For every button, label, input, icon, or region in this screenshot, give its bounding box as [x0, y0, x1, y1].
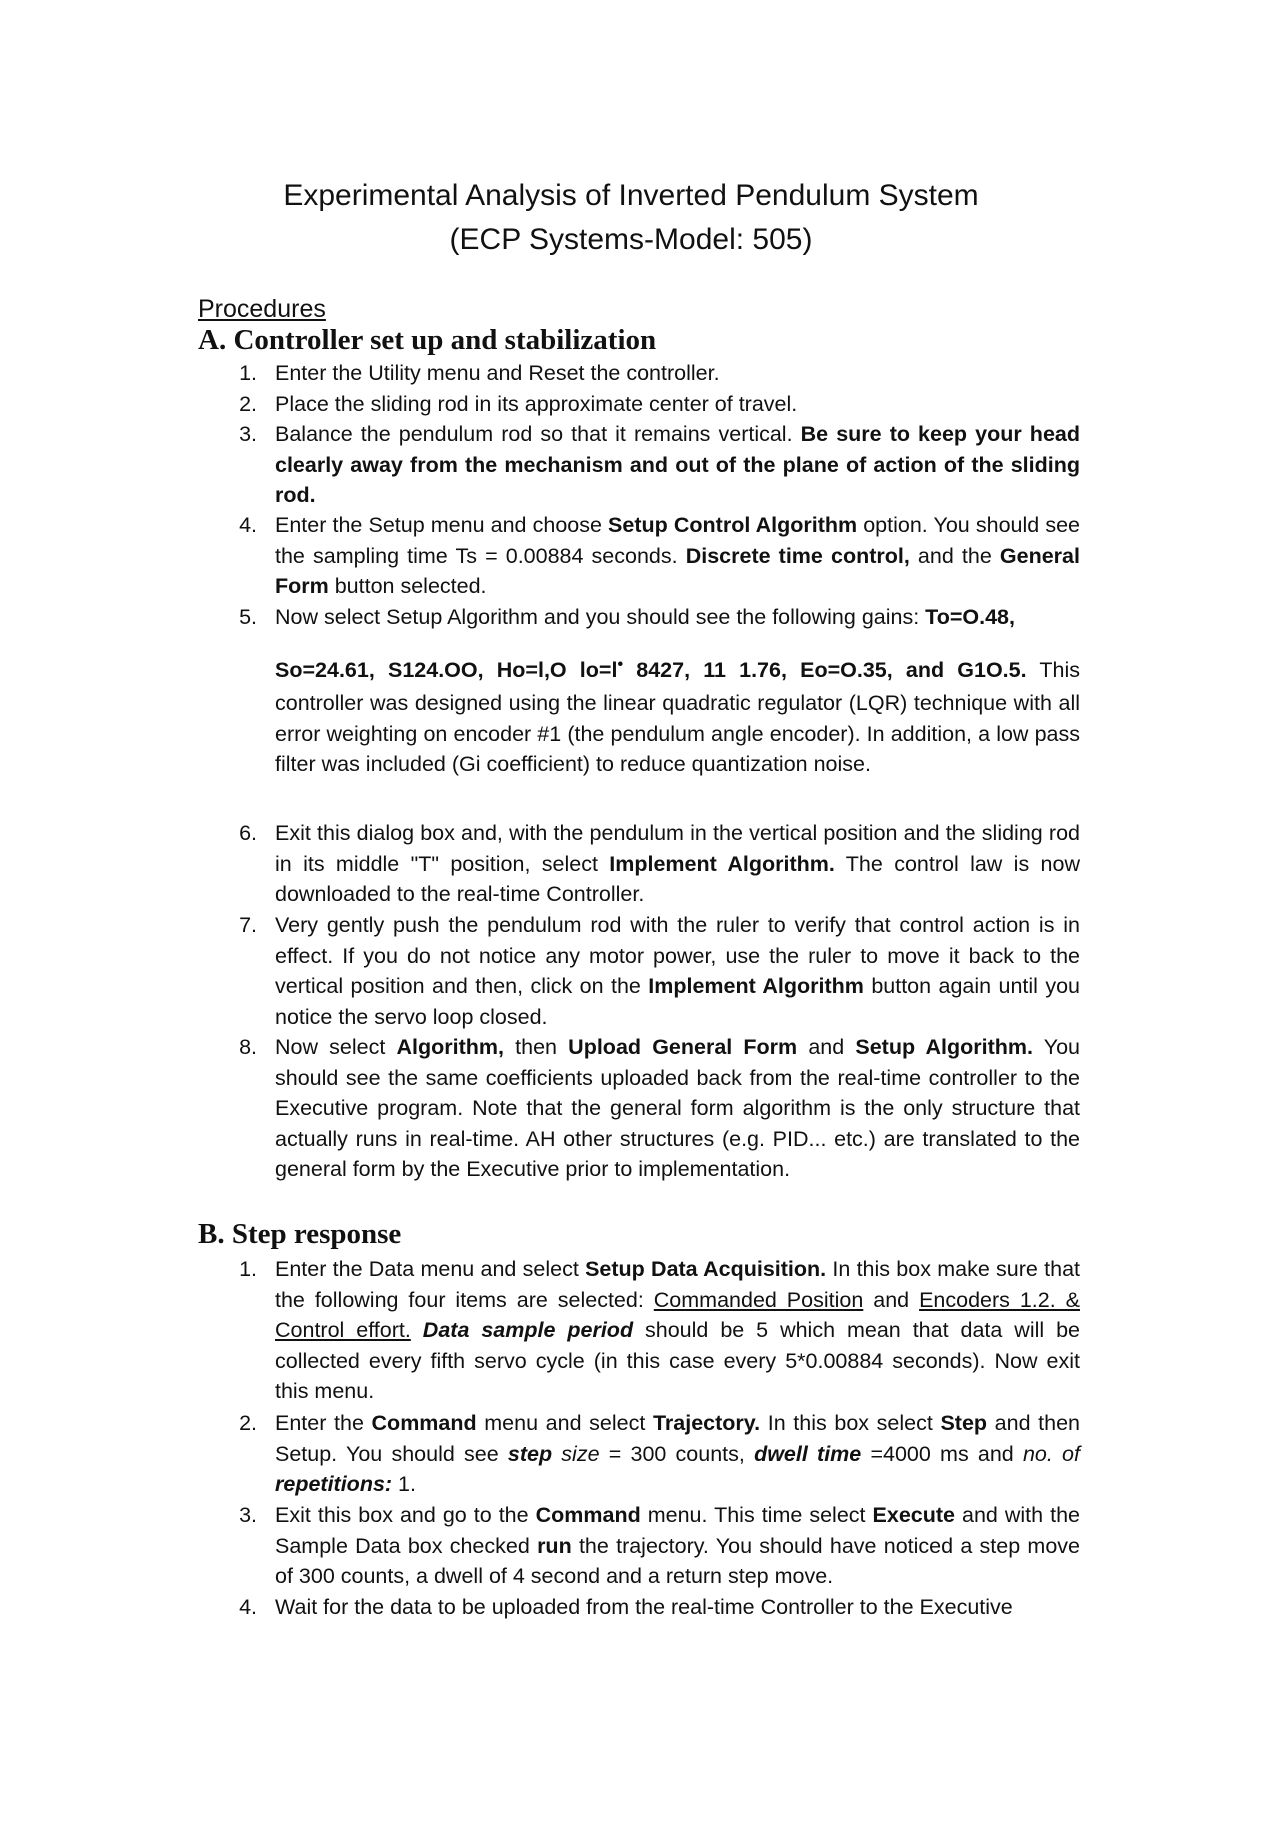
section-b-heading: B. Step response — [198, 1218, 402, 1250]
item-number: 5. — [239, 605, 257, 629]
item-text: Wait for the data to be uploaded from the real-time Controller to the Executive — [275, 1595, 1013, 1619]
item-text: Exit this dialog box and, with the pendulum in the vertical position and the sliding rod in its middle "T" position, select Implement Algorithm. The control law is now downloaded to the real-time Controller. — [275, 821, 1080, 907]
document-title-line-1: Experimental Analysis of Inverted Pendulum System — [283, 179, 979, 212]
item-text: Enter the Utility menu and Reset the controller. — [275, 361, 720, 385]
item-number: 4. — [239, 1595, 257, 1619]
section-a-heading: A. Controller set up and stabilization — [198, 324, 657, 356]
item-number: 7. — [239, 913, 257, 937]
item-number: 3. — [239, 1503, 257, 1527]
item-text: Exit this box and go to the Command menu. This time select Execute and with the Sample Data box checked run the trajectory. You should have noticed a step move of 300 counts, a dwell of 4 second and a return step move. — [275, 1503, 1081, 1589]
item-number: 4. — [239, 513, 257, 537]
item-text: Now select Setup Algorithm and you should see the following gains: To=O.48, So=24.61, S124.OO, Ho=l,O lo=l• 8427, 11 1.76, Eo=O.35, and G1O.5. This controller was designed using the linear quadratic regulator (LQR) technique with all error weighting on encoder #1 (the pendulum angle encoder). In addition, a low pass filter was included (Gi coefficient) to reduce quantization noise. — [275, 605, 1080, 777]
procedures-label: Procedures — [198, 295, 326, 323]
item-text: Enter the Data menu and select Setup Data Acquisition. In this box make sure that the following four items are selected: Commanded Position and Encoders 1.2. & Control effort. Data sample period should be 5 which mean that data will be collected every fifth servo cycle (in this case every 5*0.00884 seconds). Now exit this menu. — [275, 1257, 1081, 1404]
item-text: Very gently push the pendulum rod with the ruler to verify that control action is in effect. If you do not notice any motor power, use the ruler to move it back to the vertical position and then, click on the Implement Algorithm button again until you notice the servo loop closed. — [275, 913, 1080, 1029]
item-number: 3. — [239, 422, 257, 446]
item-number: 6. — [239, 821, 257, 845]
item-number: 1. — [239, 1257, 257, 1281]
scan-mark-icon: • — [617, 655, 624, 673]
item-text: Place the sliding rod in its approximate center of travel. — [275, 392, 798, 416]
item-text: Enter the Setup menu and choose Setup Control Algorithm option. You should see the sampling time Ts = 0.00884 seconds. Discrete time control, and the General Form button selected. — [275, 513, 1080, 599]
item-text: Now select Algorithm, then Upload General Form and Setup Algorithm. You should see the same coefficients uploaded back from the real-time controller to the Executive program. Note that the general form algorithm is the only structure that actually runs in real-time. AH other structures (e.g. PID... etc.) are translated to the general form by the Executive prior to implementation. — [275, 1035, 1081, 1182]
item-number: 2. — [239, 392, 257, 416]
item-number: 2. — [239, 1411, 257, 1435]
document-title-line-2: (ECP Systems-Model: 505) — [449, 223, 813, 256]
item-number: 8. — [239, 1035, 257, 1059]
item-number: 1. — [239, 361, 257, 385]
item-text: Balance the pendulum rod so that it remains vertical. Be sure to keep your head clearly away from the mechanism and out of the plane of action of the sliding rod. — [275, 422, 1080, 508]
item-text: Enter the Command menu and select Trajectory. In this box select Step and then Setup. You should see step size = 300 counts, dwell time =4000 ms and no. of repetitions: 1. — [275, 1411, 1081, 1497]
